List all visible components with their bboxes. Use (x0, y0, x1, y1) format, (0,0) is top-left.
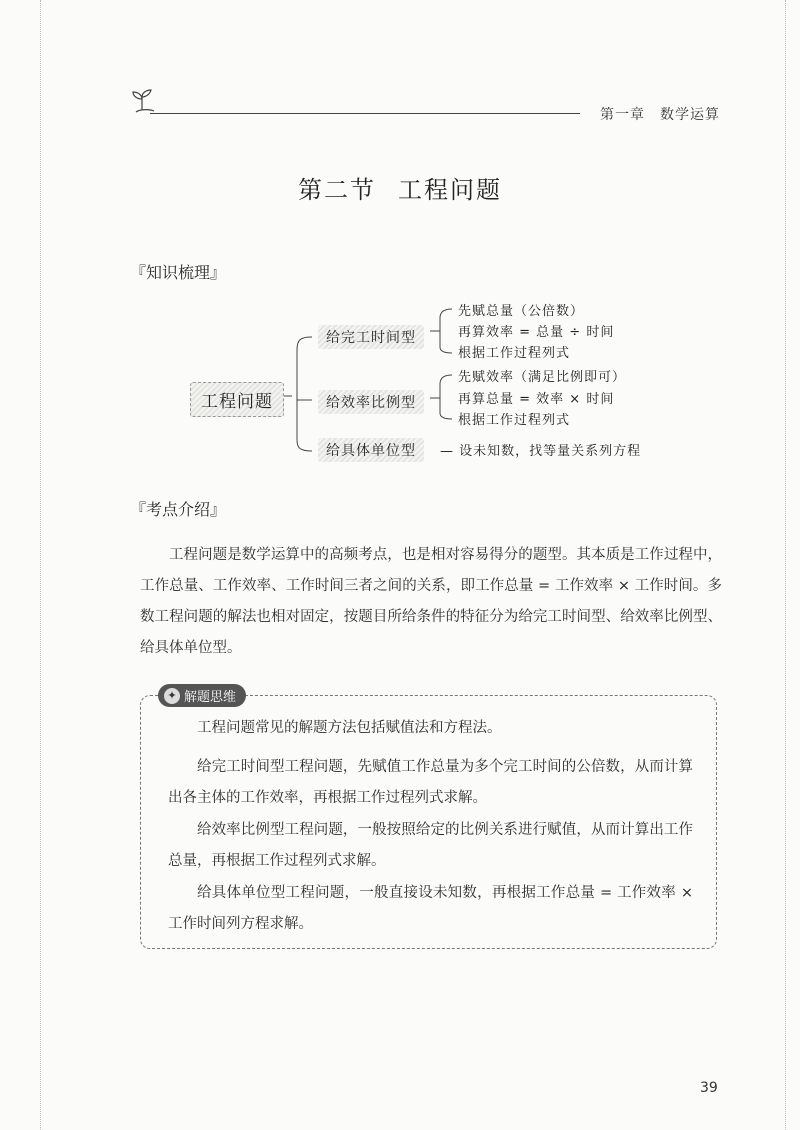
mindmap-leaf: 先赋总量（公倍数） (458, 304, 585, 319)
mindmap-branch-specific-unit: 给具体单位型 (318, 438, 424, 462)
mindmap-leaf: 再算总量 = 效率 × 时间 (458, 392, 615, 407)
chapter-header: 第一章 数学运算 (600, 107, 720, 123)
mindmap-leaf: 先赋效率（满足比例即可） (458, 370, 627, 385)
mindmap-leaf: 根据工作过程列式 (458, 346, 571, 361)
mindmap-branch-complete-time: 给完工时间型 (318, 325, 424, 349)
lightbulb-icon: ✦ (164, 688, 180, 704)
tip-paragraph: 给效率比例型工程问题，一般按照给定的比例关系进行赋值，从而计算出工作总量，再根据工作过程列式求解。 (168, 822, 693, 869)
mindmap-leaf: — 设未知数，找等量关系列方程 (440, 444, 642, 459)
subhead-knowledge: 『知识梳理』 (130, 263, 227, 282)
mindmap-leaf: 再算效率 = 总量 ÷ 时间 (458, 325, 615, 340)
mindmap-branch-efficiency-ratio: 给效率比例型 (318, 390, 424, 414)
tip-badge-label: 解题思维 (184, 690, 237, 705)
section-number: 第二节 (298, 176, 376, 204)
subhead-exam: 『考点介绍』 (130, 500, 227, 519)
section-name: 工程问题 (398, 176, 502, 204)
subhead-knowledge-label: 知识梳理 (146, 263, 211, 282)
tip-paragraph: 工程问题常见的解题方法包括赋值法和方程法。 (197, 720, 502, 736)
tip-paragraph: 给具体单位型工程问题，一般直接设未知数，再根据工作总量 = 工作效率 × 工作时间列方程求解。 (168, 885, 693, 932)
intro-paragraph: 工程问题是数学运算中的高频考点，也是相对容易得分的题型。其本质是工作过程中，工作总量、工作效率、工作时间三者之间的关系，即工作总量 = 工作效率 × 工作时间。多数工程问题的解法也相对固定，按题目所给条件的特征分为给完工时间型、给效率比例型、给具体单位型。 (140, 547, 722, 656)
mindmap-leaf: 根据工作过程列式 (458, 413, 571, 428)
page-number: 39 (700, 1080, 718, 1096)
tip-paragraph: 给完工时间型工程问题，先赋值工作总量为多个完工时间的公倍数，从而计算出各主体的工作效率，再根据工作过程列式求解。 (168, 759, 693, 806)
subhead-exam-label: 考点介绍 (146, 500, 211, 519)
mindmap-root: 工程问题 (190, 382, 284, 417)
tip-badge (158, 684, 246, 707)
